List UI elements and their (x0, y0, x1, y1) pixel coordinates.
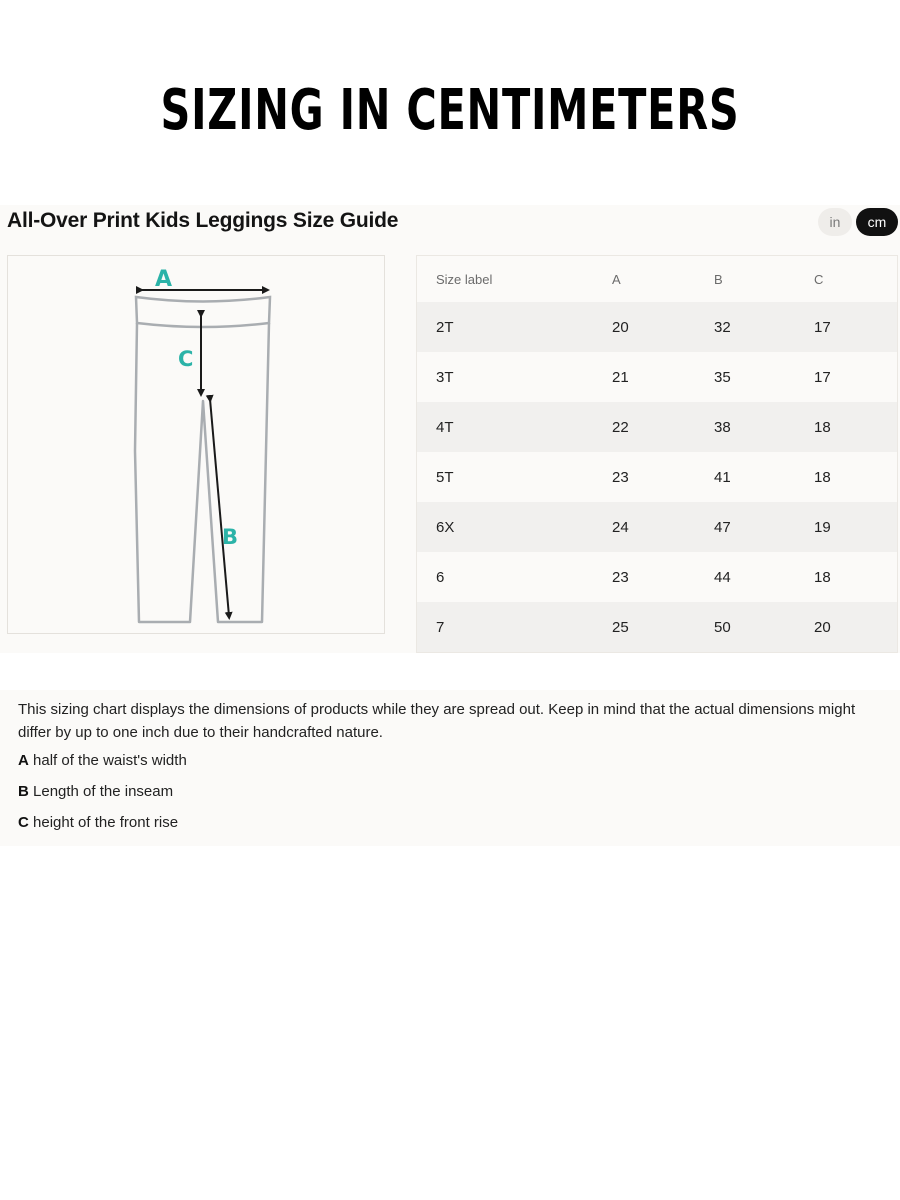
b-cell: 32 (714, 302, 814, 352)
a-cell: 25 (612, 602, 714, 653)
legend-text: half of the waist's width (33, 752, 187, 769)
table-row (417, 402, 898, 452)
legend-item-c (18, 814, 178, 831)
size-cell: 2T (417, 302, 613, 352)
legend-item-a (18, 752, 187, 769)
a-cell: 23 (612, 468, 629, 486)
b-cell: 41 (714, 468, 731, 486)
a-cell: 24 (612, 502, 714, 552)
table-row (417, 502, 898, 552)
inseam-arrow (210, 399, 229, 616)
size-table (416, 255, 898, 653)
table-row (417, 602, 898, 653)
legend-item-b (18, 783, 173, 800)
table-row (417, 452, 898, 502)
size-cell: 5T (436, 468, 454, 486)
legend-key: C (18, 814, 29, 831)
unit-in-button[interactable]: in (818, 208, 852, 236)
size-cell: 7 (417, 602, 613, 653)
b-cell: 38 (714, 402, 814, 452)
size-description: This sizing chart displays the dimensions of products while they are spread out. Keep in mind that the actual dimensions might differ by up to one inch due to their handcrafted nature. (18, 701, 856, 741)
legend-text: Length of the inseam (33, 783, 174, 800)
b-cell: 44 (714, 568, 731, 586)
header-c: C (814, 271, 824, 287)
b-cell: 47 (714, 502, 814, 552)
diagram-label-a: A (155, 267, 173, 292)
size-cell: 6X (417, 502, 613, 552)
a-cell: 21 (612, 368, 629, 386)
legend-key: A (18, 752, 29, 769)
b-cell: 50 (714, 602, 814, 653)
header-size-label: Size label (436, 271, 493, 287)
size-guide-panel (0, 205, 900, 653)
a-cell: 23 (612, 568, 629, 586)
leggings-diagram (7, 255, 385, 634)
diagram-label-b: B (222, 525, 239, 549)
size-cell: 4T (417, 402, 613, 452)
c-cell: 18 (814, 402, 898, 452)
unit-cm-button[interactable]: cm (856, 208, 898, 236)
size-table-header (417, 256, 898, 303)
table-row (417, 352, 898, 402)
size-cell: 3T (436, 368, 454, 386)
legend-text: height of the front rise (33, 814, 179, 831)
size-notes (0, 690, 900, 846)
size-cell: 6 (436, 568, 445, 586)
c-cell: 18 (814, 568, 831, 586)
header-a: A (612, 271, 621, 287)
waistband-outline (136, 297, 270, 327)
page-headline: SIZING IN CENTIMETERS (160, 78, 740, 143)
table-row (417, 552, 898, 602)
b-cell: 35 (714, 368, 731, 386)
legend-key: B (18, 783, 29, 800)
header-b: B (714, 271, 723, 287)
size-guide-title: All-Over Print Kids Leggings Size Guide (7, 209, 399, 232)
unit-toggle (818, 208, 898, 236)
c-cell: 17 (814, 368, 831, 386)
table-row (417, 302, 898, 352)
c-cell: 17 (814, 302, 898, 352)
diagram-label-c: C (178, 347, 194, 371)
leggings-illustration (8, 256, 384, 633)
a-cell: 22 (612, 402, 714, 452)
a-cell: 20 (612, 302, 714, 352)
c-cell: 19 (814, 502, 898, 552)
c-cell: 18 (814, 468, 831, 486)
c-cell: 20 (814, 602, 898, 653)
